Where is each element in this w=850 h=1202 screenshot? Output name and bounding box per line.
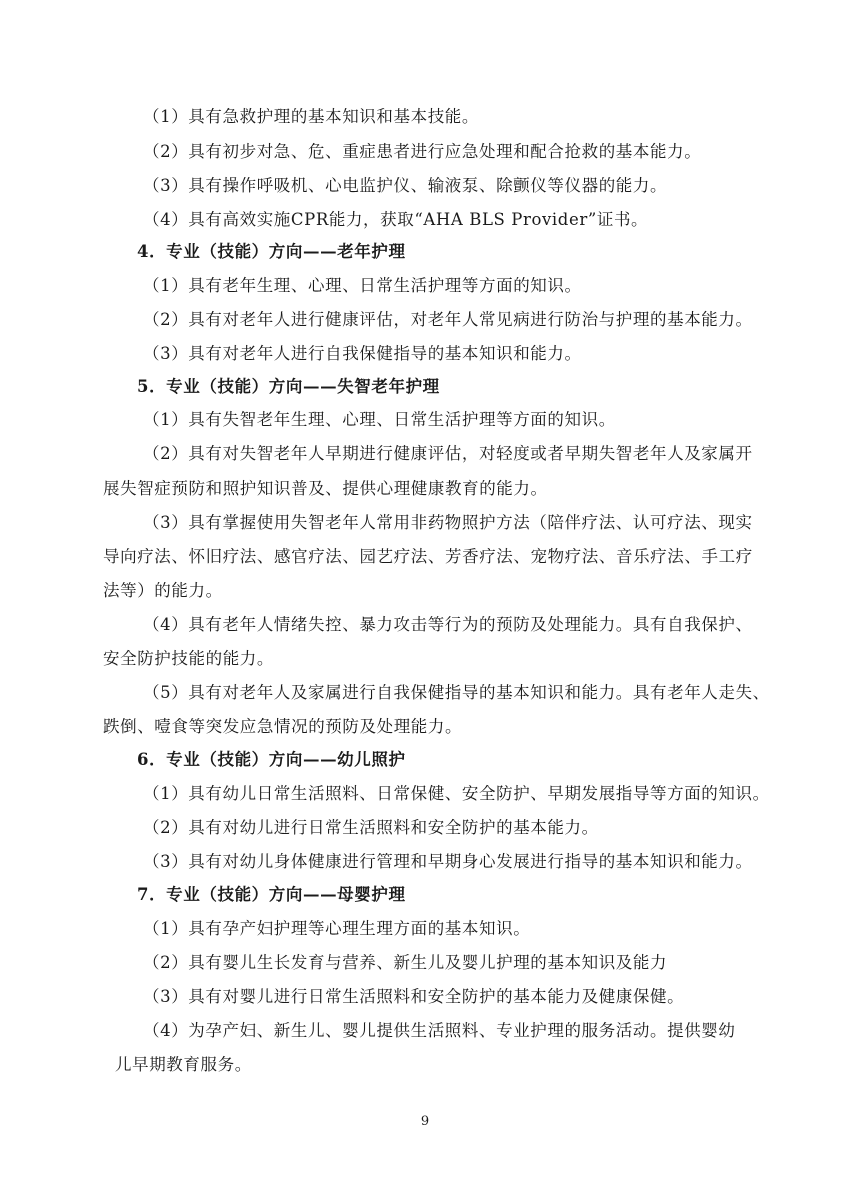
list-item: （3）具有对老年人进行自我保健指导的基本知识和能力。	[143, 344, 582, 363]
list-item: （2）具有对老年人进行健康评估，对老年人常见病进行防治与护理的基本能力。	[143, 310, 753, 329]
list-item: （2）具有对幼儿进行日常生活照料和安全防护的基本能力。	[143, 818, 599, 837]
list-item: （1）具有老年生理、心理、日常生活护理等方面的知识。	[143, 276, 582, 295]
list-item: （3）具有掌握使用失智老年人常用非药物照护方法（陪伴疗法、认可疗法、现实	[143, 513, 753, 532]
list-item: （4）为孕产妇、新生儿、婴儿提供生活照料、专业护理的服务活动。提供婴幼	[143, 1021, 736, 1040]
list-item-continuation: 儿早期教育服务。	[115, 1055, 252, 1074]
list-item: （1）具有急救护理的基本知识和基本技能。	[143, 107, 479, 126]
list-item: （3）具有操作呼吸机、心电监护仪、输液泵、除颤仪等仪器的能力。	[143, 176, 668, 195]
list-item: （5）具有对老年人及家属进行自我保健指导的基本知识和能力。具有老年人走失、	[143, 683, 770, 702]
list-item-continuation: 导向疗法、怀旧疗法、感官疗法、园艺疗法、芳香疗法、宠物疗法、音乐疗法、手工疗	[103, 547, 753, 566]
list-item: （2）具有婴儿生长发育与营养、新生儿及婴儿护理的基本知识及能力	[143, 953, 668, 972]
section-heading: 7．专业（技能）方向——母婴护理	[137, 885, 406, 904]
section-heading: 4．专业（技能）方向——老年护理	[137, 242, 406, 261]
list-item-continuation: 展失智症预防和照护知识普及、提供心理健康教育的能力。	[103, 479, 548, 498]
section-heading: 5．专业（技能）方向——失智老年护理	[137, 377, 440, 396]
list-item: （3）具有对婴儿进行日常生活照料和安全防护的基本能力及健康保健。	[143, 987, 685, 1006]
list-item: （2）具有初步对急、危、重症患者进行应急处理和配合抢救的基本能力。	[143, 142, 702, 161]
page-number: 9	[420, 1114, 430, 1129]
list-item-continuation: 法等）的能力。	[103, 581, 223, 600]
list-item: （3）具有对幼儿身体健康进行管理和早期身心发展进行指导的基本知识和能力。	[143, 852, 753, 871]
list-item: （4）具有高效实施CPR能力，获取“AHA BLS Provider”证书。	[143, 210, 649, 229]
list-item: （1）具有孕产妇护理等心理生理方面的基本知识。	[143, 919, 531, 938]
list-item: （1）具有失智老年生理、心理、日常生活护理等方面的知识。	[143, 410, 616, 429]
list-item: （2）具有对失智老年人早期进行健康评估，对轻度或者早期失智老年人及家属开	[143, 444, 753, 463]
list-item: （4）具有老年人情绪失控、暴力攻击等行为的预防及处理能力。具有自我保护、	[143, 615, 753, 634]
list-item-continuation: 安全防护技能的能力。	[103, 649, 274, 668]
section-heading: 6．专业（技能）方向——幼儿照护	[137, 750, 406, 769]
list-item: （1）具有幼儿日常生活照料、日常保健、安全防护、早期发展指导等方面的知识。	[143, 784, 770, 803]
list-item-continuation: 跌倒、噎食等突发应急情况的预防及处理能力。	[103, 717, 463, 736]
